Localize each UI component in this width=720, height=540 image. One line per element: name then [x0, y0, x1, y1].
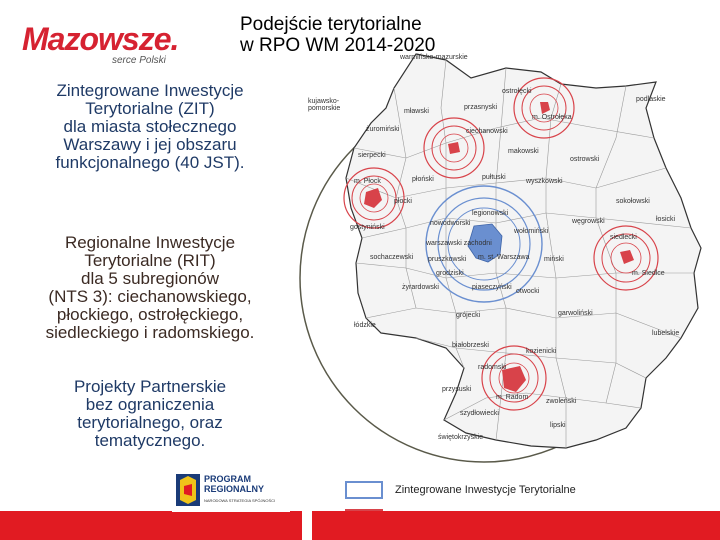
label-garwolinski: garwoliński [558, 310, 593, 317]
zit-block [10, 82, 290, 172]
program-regionalny-icon [176, 474, 200, 506]
label-sochaczewski: sochaczewski [370, 254, 414, 261]
label-zwolenski: zwoleński [546, 398, 577, 405]
label-makowski: makowski [508, 148, 539, 155]
zit-body-3: funkcjonalnego (40 JST). [55, 153, 245, 172]
rit-block [10, 234, 290, 342]
label-zurominski: żuromiński [366, 126, 400, 133]
rit-heading-1: Regionalne Inwestycje [64, 233, 236, 252]
label-przysuski: przysuski [442, 386, 472, 393]
label-m-siedlce: m. Siedlce [632, 270, 665, 277]
mazowsze-map [296, 48, 720, 480]
ciechanow-area [448, 142, 460, 154]
pr-text-line-3: NARODOWA STRATEGIA SPÓJNOŚCI [204, 498, 276, 503]
label-sierpecki: sierpecki [358, 152, 386, 159]
pp-block [10, 378, 290, 450]
label-mlawski: mławski [404, 108, 429, 115]
label-przasnyski: przasnyski [464, 104, 498, 111]
label-kozienicki: kozienicki [526, 348, 557, 355]
label-szydlowiecki: szydłowiecki [460, 410, 499, 417]
label-radomski: radomski [478, 364, 507, 371]
zit-heading-1: Zintegrowane Inwestycje [56, 81, 244, 100]
pr-line-regionalny: REGIONALNY [204, 484, 265, 494]
label-podlaskie: podlaskie [636, 96, 666, 103]
label-m-ostroleka: m. Ostrołęka [532, 114, 572, 121]
label-m-radom: m. Radom [496, 394, 529, 401]
label-siedlecki: siedlecki [610, 234, 637, 241]
label-legionowski: legionowski [472, 210, 509, 217]
footer-bar [0, 511, 720, 540]
label-lodzkie: łódzkie [354, 322, 376, 329]
logo-tagline: serce Polski [112, 55, 166, 66]
label-pultuski: pułtuski [482, 174, 506, 181]
label-plonski: płoński [412, 176, 434, 183]
label-m-plock: m. Płock [354, 178, 381, 185]
label-warszawski-zach: warszawski zachodni [426, 240, 492, 247]
label-lipski: lipski [550, 422, 566, 429]
label-bialobrzeski: białobrzeski [452, 342, 489, 349]
logo-wordmark: Mazowsze. [22, 21, 179, 57]
zit-body-1: dla miasta stołecznego [63, 117, 237, 136]
label-swietokrzyskie: świętokrzyskie [438, 434, 484, 441]
voivodeship-outline [346, 54, 701, 448]
footer-bar-gap [302, 511, 312, 540]
label-lubelskie: lubelskie [652, 330, 680, 337]
label-otwocki: otwocki [516, 288, 540, 295]
label-losicki: łosicki [656, 216, 676, 223]
mazowsze-logo [22, 22, 212, 72]
label-wegrowski: węgrowski [572, 218, 605, 225]
label-wolominski: wołomiński [514, 228, 549, 235]
legend-zit-swatch [345, 481, 383, 499]
legend-zit-label: Zintegrowane Inwestycje Terytorialne [395, 484, 576, 496]
pr-text-line-1 [204, 474, 264, 494]
title-line-1: Podejście terytorialne [240, 14, 422, 35]
pp-line-2: bez ograniczenia [85, 395, 215, 414]
rit-body-4: siedleckiego i radomskiego. [45, 323, 255, 342]
rit-heading-2: Terytorialne (RIT) [84, 251, 216, 270]
label-warszawa: m. st. Warszawa [478, 254, 530, 261]
rit-body-1: dla 5 subregionów [81, 269, 219, 288]
label-sokolowski: sokołowski [616, 198, 650, 205]
label-ciechanowski: ciechanowski [466, 128, 508, 135]
pp-line-4: tematycznego. [94, 431, 206, 450]
pr-line-program: PROGRAM [204, 474, 251, 484]
label-pruszkowski: pruszkowski [428, 256, 467, 263]
label-kujawsko: kujawsko-pomorskie [308, 98, 341, 112]
label-grojecki: grójecki [456, 312, 481, 319]
label-grodziski: grodziski [436, 270, 464, 277]
rit-body-3: płockiego, ostrołęckiego, [56, 305, 244, 324]
label-piaseczynski: piaseczyński [472, 284, 512, 291]
label-ostrolecki: ostrołęcki [502, 88, 532, 95]
label-minski: miński [544, 256, 564, 263]
label-zyrardowski: żyrardowski [402, 284, 439, 291]
label-nowodworski: nowodworski [430, 220, 471, 227]
legend-zit [345, 480, 576, 500]
label-gostyninski: gostyniński [350, 224, 385, 231]
program-regionalny-logo [172, 468, 290, 512]
label-warminsko: warmińsko-mazurskie [400, 54, 468, 61]
title-line-2: w RPO WM 2014-2020 [240, 35, 436, 56]
zit-body-2: Warszawy i jej obszaru [63, 135, 237, 154]
rit-body-2: (NTS 3): ciechanowskiego, [48, 287, 252, 306]
pp-line-1: Projekty Partnerskie [73, 377, 227, 396]
label-ostrowski: ostrowski [570, 156, 600, 163]
map-svg [296, 48, 720, 480]
label-wyszkowski: wyszkowski [526, 178, 563, 185]
label-plocki: płocki [394, 198, 412, 205]
pp-line-3: terytorialnego, oraz [77, 413, 223, 432]
zit-heading-2: Terytorialne (ZIT) [85, 99, 215, 118]
